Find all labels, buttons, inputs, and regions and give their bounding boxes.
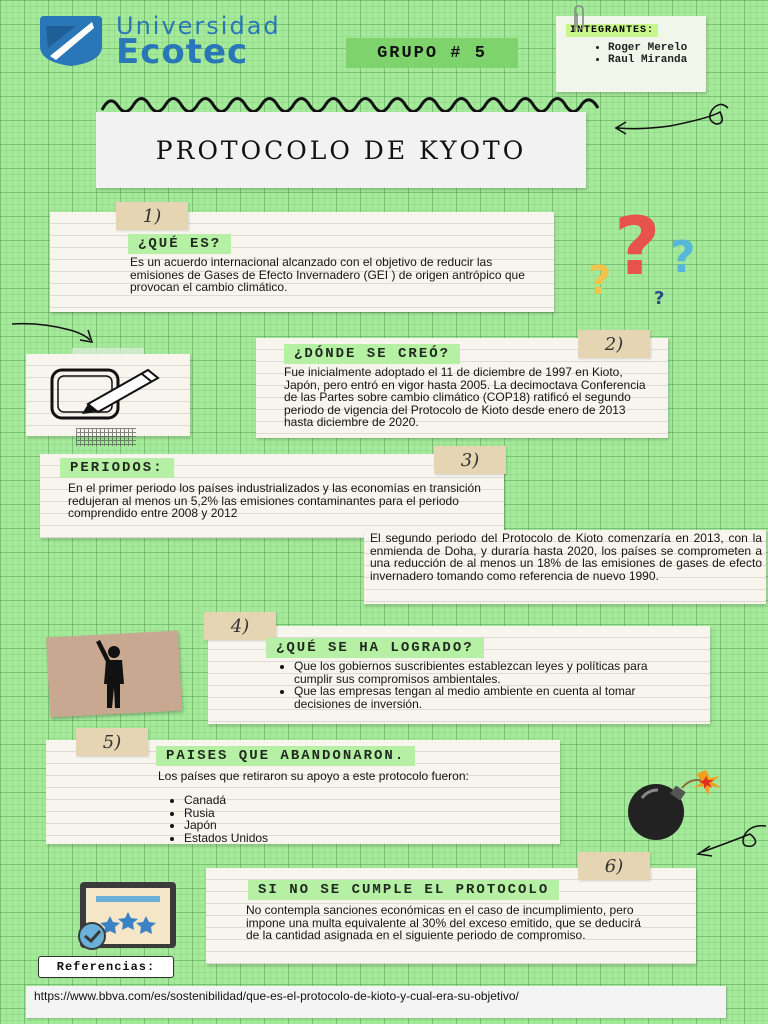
section-2-number: 2) bbox=[578, 330, 650, 358]
curly-arrow-icon bbox=[610, 98, 730, 138]
member-item: • Roger Merelo bbox=[608, 42, 708, 54]
section-4-heading: ¿QUÉ SE HA LOGRADO? bbox=[266, 638, 484, 658]
page-title: PROTOCOLO DE KYOTO bbox=[155, 135, 527, 165]
section-3-number: 3) bbox=[434, 446, 506, 474]
university-top-text: Universidad bbox=[116, 12, 281, 40]
section-4-list bbox=[276, 660, 676, 710]
section-5-list bbox=[166, 794, 426, 844]
section-3-body: En el primer periodo los países industrializados y las economías en transición redujeran al menos un 5,2% las emisiones contaminantes para el periodo comprendido entre 2008 y 2012 bbox=[68, 481, 481, 520]
section-2-heading: ¿DÓNDE SE CREÓ? bbox=[284, 344, 460, 364]
section-3-body-2: El segundo periodo del Protocolo de Kioto comenzaría en 2013, con la enmienda de Doha, y duraría hasta 2020, los países se comprometen a una reducción de al menos un 18% de las emisiones de gases de efecto invernadero tomando como referencia de nuevo 1990. bbox=[370, 531, 762, 583]
section-6-body: No contempla sanciones económicas en el caso de incumplimiento, pero impone una multa equivalente al 30% del exceso emitido, que se deducirá de la cantidad asignada en el siguiente periodo de compromiso. bbox=[246, 903, 641, 942]
section-6-heading: SI NO SE CUMPLE EL PROTOCOLO bbox=[248, 880, 559, 900]
list-item: • Que las empresas tengan al medio ambiente en cuenta al tomar decisiones de inversión. bbox=[294, 685, 676, 710]
section-5-number: 5) bbox=[76, 728, 148, 756]
list-item: • Estados Unidos bbox=[184, 832, 426, 845]
certificate-icon bbox=[70, 876, 186, 952]
grid-patch-decoration bbox=[76, 428, 136, 446]
references-label: Referencias: bbox=[56, 960, 156, 974]
list-item: • Rusia bbox=[184, 807, 426, 820]
university-bottom-text: Ecotec bbox=[116, 32, 249, 72]
section-3-heading: PERIODOS: bbox=[60, 458, 174, 478]
section-5-heading: PAISES QUE ABANDONARON. bbox=[156, 746, 415, 766]
question-marks-icon: ? ? ? ? bbox=[588, 200, 696, 309]
list-item: • Canadá bbox=[184, 794, 426, 807]
list-item: • Japón bbox=[184, 819, 426, 832]
section-2-body: Fue inicialmente adoptado el 11 de diciembre de 1997 en Kioto, Japón, pero entró en vigor hasta 2005. La decimoctava Conferencia de las Partes sobre cambio climático (COP18) ratificó el segundo periodo de vigencia del Protocolo de Kioto desde enero de 2013 hasta diciembre de 2020. bbox=[284, 365, 646, 429]
pencil-icon bbox=[48, 362, 168, 426]
members-list bbox=[594, 42, 708, 66]
member-item: • Raul Miranda bbox=[608, 54, 708, 66]
group-label: GRUPO # 5 bbox=[377, 43, 487, 63]
logo-shield-icon bbox=[36, 12, 106, 68]
title-card bbox=[96, 112, 586, 188]
university-logo bbox=[36, 12, 336, 72]
person-silhouette-icon bbox=[88, 638, 138, 710]
reference-link[interactable]: https://www.bbva.com/es/sostenibilidad/que-es-el-protocolo-de-kioto-y-cual-era-su-objetivo/ bbox=[34, 989, 519, 1003]
members-label: INTEGRANTES: bbox=[566, 24, 658, 37]
paperclip-icon bbox=[568, 4, 590, 34]
group-badge bbox=[346, 38, 518, 68]
scribble-arrow-icon bbox=[690, 822, 768, 862]
section-4-number: 4) bbox=[204, 612, 276, 640]
references-bubble bbox=[38, 956, 174, 978]
section-1-number: 1) bbox=[116, 202, 188, 230]
section-6-number: 6) bbox=[578, 852, 650, 880]
list-item: • Que los gobiernos suscribientes establezcan leyes y políticas para cumplir sus compromisos ambientales. bbox=[294, 660, 676, 685]
section-1-body: Es un acuerdo internacional alcanzado con el objetivo de reducir las emisiones de Gases de Efecto Invernadero (GEI ) de origen antrópico que provocan el cambio climático. bbox=[130, 255, 525, 294]
scribble-arrow-icon bbox=[10, 318, 100, 346]
section-5-intro: Los países que retiraron su apoyo a este protocolo fueron: bbox=[158, 769, 469, 783]
section-1-heading: ¿QUÉ ES? bbox=[128, 234, 231, 254]
